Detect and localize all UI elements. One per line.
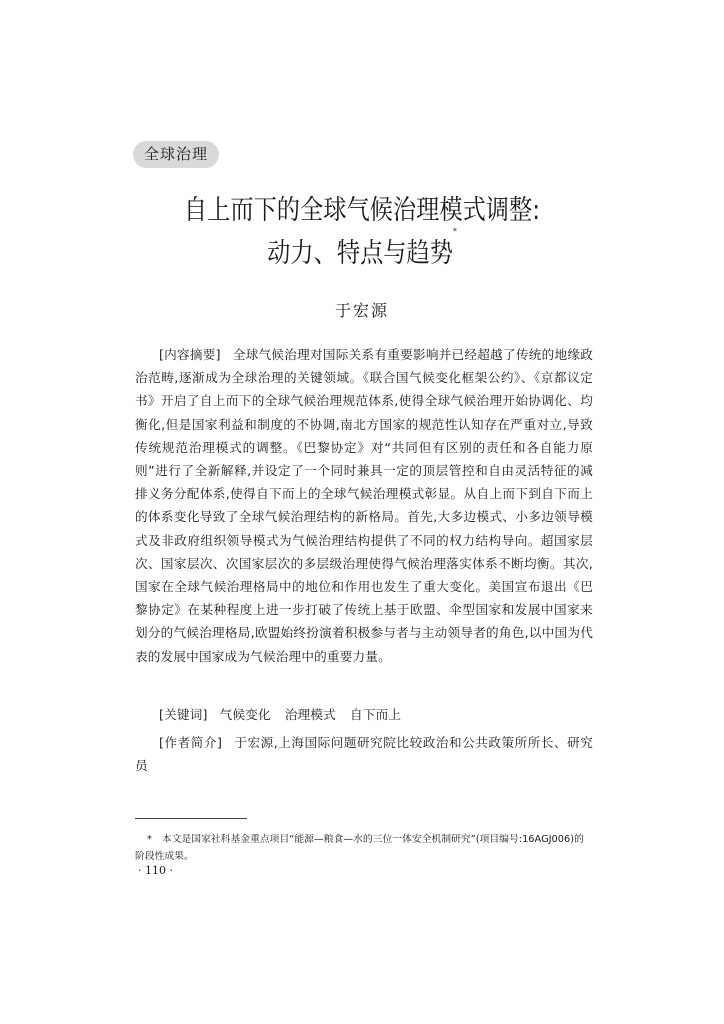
abstract [135,343,593,668]
abstract-label: [内容摘要] [159,347,221,362]
section-tag: 全球治理 [133,141,219,168]
footnote [135,831,593,865]
keyword-item: 治理模式 [284,707,336,722]
author-intro-text: 于宏源,上海国际问题研究院比较政治和公共政策所所长、研究员 [135,735,593,774]
article-title-line-2 [51,227,674,270]
title-line-2-text: 动力、特点与趋势 [267,238,453,269]
keywords [135,703,593,726]
title-footnote-mark[interactable]: * [452,227,457,237]
keyword-item: 自下而上 [349,707,402,722]
keywords-label: [关键词] [159,707,208,722]
footnote-mark: * [147,834,152,845]
author-name: 于宏源 [334,301,389,320]
article-title-line-1 [51,188,674,227]
author-intro-label: [作者简介] [159,735,223,750]
keyword-item: 气候变化 [219,707,271,722]
footnote-divider [135,818,247,819]
abstract-text: 全球气候治理对国际关系有重要影响并已经超越了传统的地缘政治范畴,逐渐成为全球治理的关键领域。《联合国气候变化框架公约》、《京都议定书》开启了自上而下的全球气候治理规范体系,使得全球气候治理开始协调化、均衡化,但是国家利益和制度的不协调,南北方国家的规范性认知存在严重对立,导致传统规范治理模式的调整。《巴黎协定》对“共同但有区别的责任和各自能力原则”进行了全新解释,并设定了一个同时兼具一定的顶层管控和自由灵活特征的减排义务分配体系,使得自下而上的全球气候治理模式彰显。从自上而下到自下而上的体系变化导致了全球气候治理结构的新格局。首先,大多边模式、小多边领导模式及非政府组织领导模式为气候治理结构提供了不同的权力结构导向。超国家层次、国家层次、次国家层次的多层级治理使得气候治理落实体系不断均衡。其次,国家在全球气候治理格局中的地位和作用也发生了重大变化。美国宣布退出《巴黎协定》在某种程度上进一步打破了传统上基于欧盟、伞型国家和发展中国家来划分的气候治理格局,欧盟始终扮演着积极参与者与主动领导者的角色,以中国为代表的发展中国家成为气候治理中的重要力量。 [135,347,593,664]
page-number: · 110 · [138,864,173,877]
footnote-text: 本文是国家社科基金重点项目“能源—粮食—水的三位一体安全机制研究”(项目编号:16AGJ006)的阶段性成果。 [135,834,584,862]
title-line-1-text: 自上而下的全球气候治理模式调整: [183,195,541,226]
author-intro [135,731,593,777]
